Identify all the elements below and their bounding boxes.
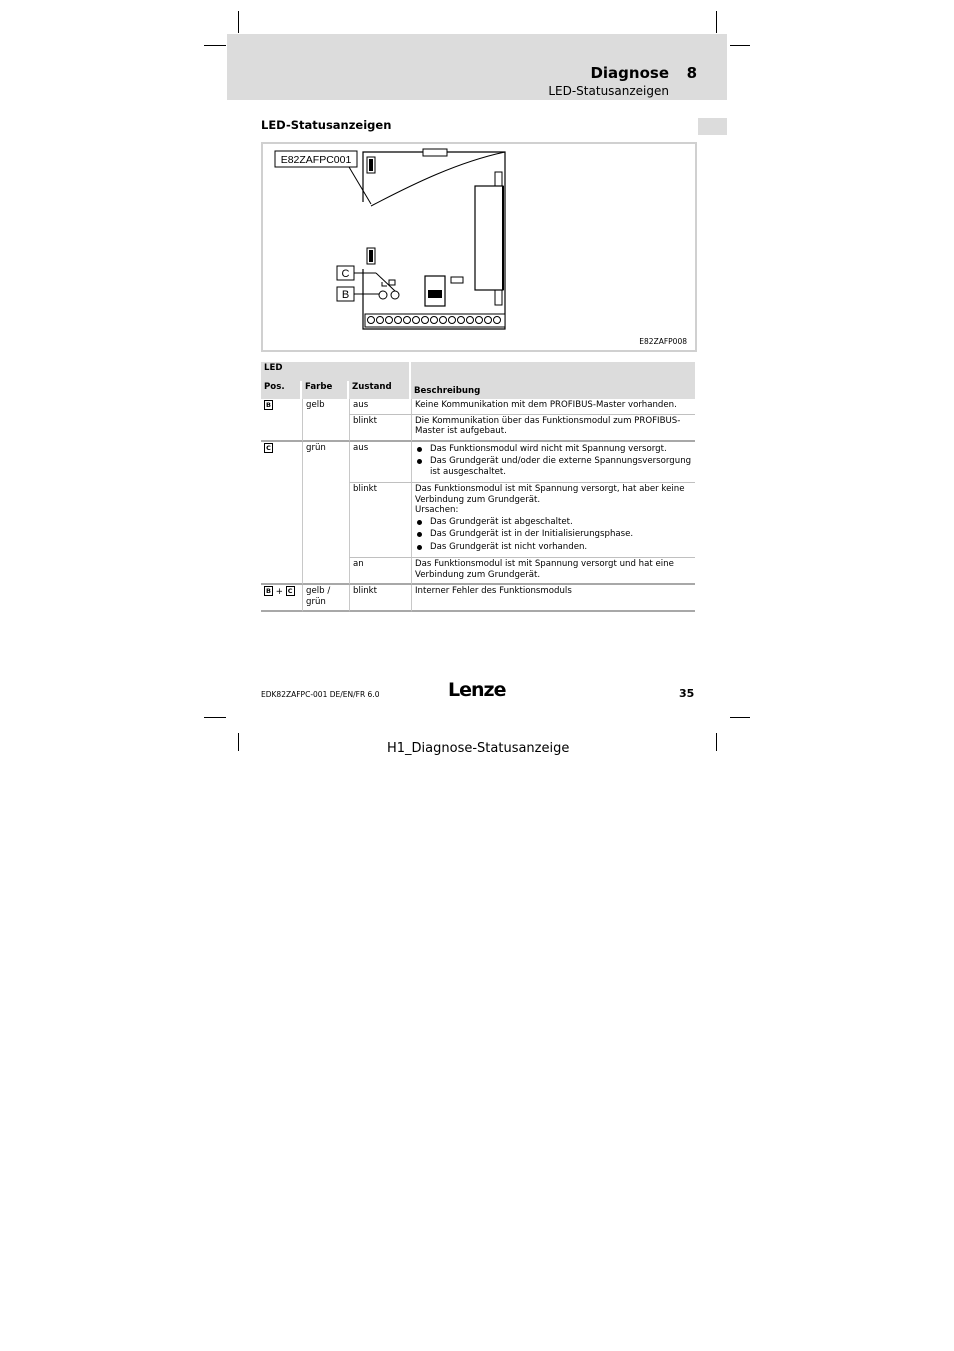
page-caption: H1_Diagnose-Statusanzeige — [387, 741, 570, 756]
chapter-header — [227, 34, 727, 100]
plus-sign: + — [275, 587, 283, 597]
terminal-screws — [368, 317, 501, 324]
table-head-led: LED — [261, 362, 411, 381]
crop-mark — [204, 717, 226, 718]
crop-mark — [204, 45, 226, 46]
device-label: E82ZAFPC001 — [280, 154, 352, 166]
table-head-pos: Pos. — [261, 381, 302, 399]
zustand-cell: blinkt — [349, 585, 411, 612]
device-figure — [261, 142, 697, 352]
section-title: LED-Statusanzeigen — [261, 118, 392, 132]
callout-c: C — [341, 268, 350, 280]
beschreibung-cell — [411, 442, 695, 484]
list-item: Das Funktionsmodul wird nicht mit Spannung versorgt. — [415, 444, 692, 455]
pos-b-box: B — [264, 586, 273, 596]
chapter-subtitle: LED-Statusanzeigen — [548, 84, 669, 98]
farbe-cell: gelb — [302, 399, 349, 442]
pos-c-box: C — [286, 586, 295, 596]
crop-mark — [238, 11, 239, 33]
beschreibung-cell: Interner Fehler des Funktionsmoduls — [411, 585, 695, 612]
table-row — [261, 442, 695, 484]
crop-mark — [716, 11, 717, 33]
beschreibung-cell: Das Funktionsmodul ist mit Spannung versorgt und hat eine Verbindung zum Grundgerät. — [411, 558, 695, 585]
farbe-cell: gelb / grün — [302, 585, 349, 612]
callout-b: B — [341, 289, 350, 301]
list-item: Das Grundgerät ist abgeschaltet. — [415, 517, 692, 528]
pos-b-box: B — [264, 400, 273, 410]
led-status-table — [261, 362, 695, 612]
figure-code: E82ZAFP008 — [639, 337, 687, 346]
beschreibung-cell: Die Kommunikation über das Funktionsmodul zum PROFIBUS-Master ist aufgebaut. — [411, 415, 695, 442]
device-drawing — [263, 144, 695, 350]
list-item: Das Grundgerät und/oder die externe Spannungsversorgung ist ausgeschaltet. — [415, 456, 692, 477]
pos-c-box: C — [264, 443, 273, 453]
zustand-cell: aus — [349, 399, 411, 415]
pos-cell — [261, 399, 302, 442]
list-item: Das Grundgerät ist in der Initialisierungsphase. — [415, 529, 692, 540]
beschreibung-cell — [411, 483, 695, 558]
pos-cell — [261, 585, 302, 612]
list-item: Das Grundgerät ist nicht vorhanden. — [415, 542, 692, 553]
crop-mark — [716, 733, 717, 751]
table-head-beschreibung: Beschreibung — [411, 362, 695, 399]
document-id: EDK82ZAFPC-001 DE/EN/FR 6.0 — [261, 690, 380, 699]
chapter-title: Diagnose — [590, 64, 669, 82]
page-number: 35 — [679, 687, 695, 700]
crop-mark — [238, 733, 239, 751]
zustand-cell: blinkt — [349, 415, 411, 442]
causes-label: Ursachen: — [415, 505, 459, 515]
zustand-cell: an — [349, 558, 411, 585]
table-row — [261, 399, 695, 415]
lenze-logo: Lenze — [448, 679, 506, 701]
chapter-number: 8 — [686, 64, 697, 82]
beschreibung-cell: Keine Kommunikation mit dem PROFIBUS-Master vorhanden. — [411, 399, 695, 415]
farbe-cell: grün — [302, 442, 349, 586]
crop-mark — [730, 717, 750, 718]
pos-cell — [261, 442, 302, 586]
zustand-cell: blinkt — [349, 483, 411, 558]
zustand-cell: aus — [349, 442, 411, 484]
table-row — [261, 585, 695, 612]
table-head-farbe: Farbe — [302, 381, 349, 399]
table-head-zustand: Zustand — [349, 381, 411, 399]
chapter-tab-marker — [698, 118, 727, 135]
crop-mark — [730, 45, 750, 46]
description-text: Das Funktionsmodul ist mit Spannung versorgt, hat aber keine Verbindung zum Grundgerät. — [415, 484, 685, 505]
